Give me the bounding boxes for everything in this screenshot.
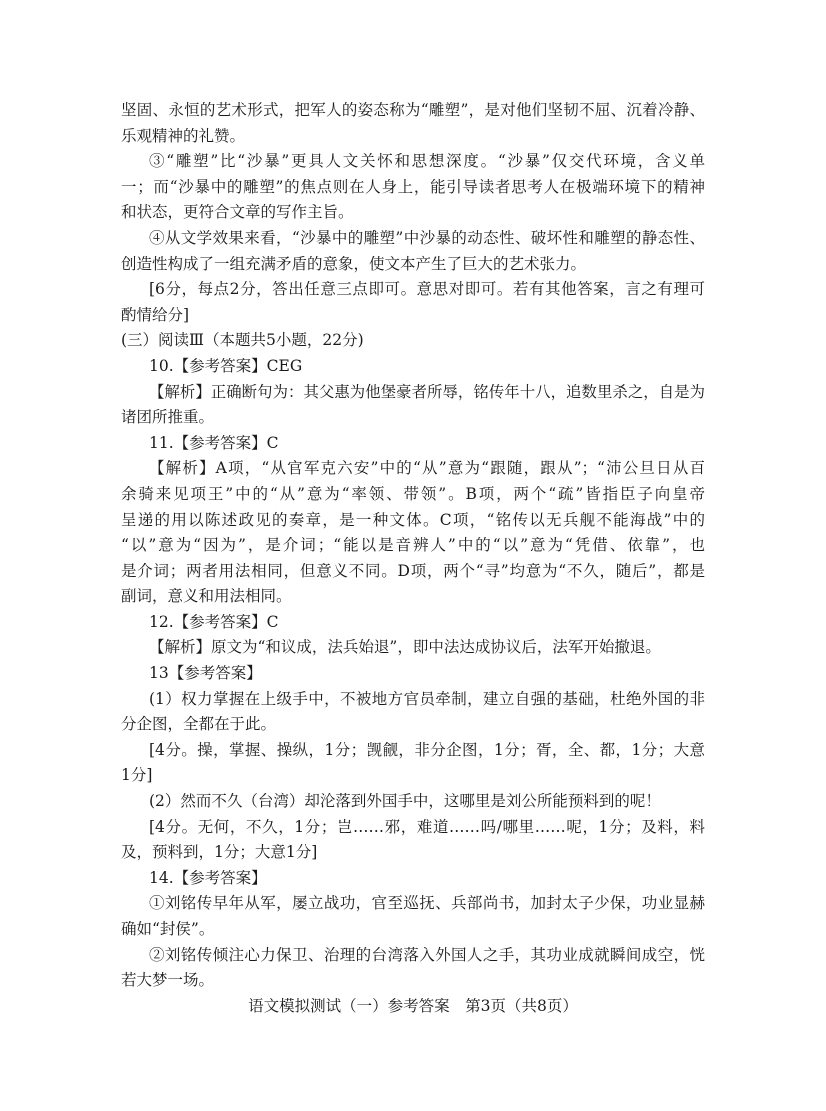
document-body (121, 98, 705, 994)
page-footer: 语文模拟测试（一）参考答案 第3页（共8页） (248, 997, 578, 1015)
analysis-line: 【解析】原文为“和议成，法兵始退”，即中法达成协议后，法军开始撤退。 (149, 638, 661, 657)
analysis-line: “以”意为“因为”，是介词；“能以是音辨人”中的“以”意为“凭借、依靠”，也 (121, 536, 705, 555)
section-heading: (三）阅读Ⅲ（本题共5小题，22分) (121, 331, 364, 350)
text-line: ④从文学效果来看，“沙暴中的雕塑”中沙暴的动态性、破坏性和雕塑的静态性、 (149, 228, 705, 247)
analysis-line: 诸团所推重。 (121, 408, 215, 427)
analysis-line: 余骑来见项王”中的“从”意为“率领、带领”。B项，两个“疏”皆指臣子向皇帝 (121, 484, 705, 503)
scoring-note: [6分，每点2分，答出任意三点即可。意思对即可。若有其他答案，言之有理可 (149, 280, 705, 299)
answer-line: ②刘铭传倾注心力保卫、治理的台湾落入外国人之手，其功业成就瞬间成空，恍 (149, 945, 705, 964)
scoring-note: 酌情给分] (121, 305, 190, 324)
analysis-line: 【解析】A项，“从官军克六安”中的“从”意为“跟随，跟从”；“沛公旦日从百 (149, 459, 705, 478)
answer-heading: 13【参考答案】 (149, 664, 262, 683)
scoring-note: 及，预料到，1分；大意1分] (121, 843, 318, 862)
answer-line: ①刘铭传早年从军，屡立战功，官至巡抚、兵部尚书，加封太子少保，功业显赫 (149, 894, 705, 913)
text-line: 创造性构成了一组充满矛盾的意象，使文本产生了巨大的艺术张力。 (121, 254, 587, 273)
answer-line: (2）然而不久（台湾）却沦落到外国手中，这哪里是刘公所能预料到的呢！ (149, 792, 661, 811)
answer-heading: 11.【参考答案】C (149, 433, 279, 452)
analysis-line: 副词，意义和用法相同。 (121, 587, 292, 606)
text-line: 乐观精神的礼赞。 (121, 126, 246, 145)
scoring-note: [4分。无何，不久，1分；岂……邪，难道……吗/哪里……呢，1分；及料，料 (149, 817, 705, 836)
answer-line: 分企图，全都在于此。 (121, 715, 277, 734)
text-line: 坚固、永恒的艺术形式，把军人的姿态称为“雕塑”，是对他们坚韧不屈、沉着冷静、 (121, 101, 705, 119)
scoring-note: 1分] (121, 766, 153, 785)
scoring-note: [4分。操，掌握、操纵，1分；觊觎，非分企图，1分；胥，全、都，1分；大意 (149, 740, 705, 759)
answer-line: 确如“封侯”。 (121, 920, 215, 938)
answer-heading: 12.【参考答案】C (149, 612, 279, 631)
text-line: 和状态，更符合文章的写作主旨。 (121, 203, 354, 222)
analysis-line: 是介词；两者用法相同，但意义不同。D项，两个“寻”均意为“不久，随后”，都是 (121, 561, 705, 580)
answer-line: 若大梦一场。 (121, 971, 215, 990)
text-line: 一；而“沙暴中的雕塑”的焦点则在人身上，能引导读者思考人在极端环境下的精神 (121, 177, 705, 196)
answer-heading: 14.【参考答案】 (149, 868, 267, 887)
text-line: ③“雕塑”比“沙暴”更具人文关怀和思想深度。“沙暴”仅交代环境，含义单 (149, 152, 705, 171)
answer-heading: 10.【参考答案】CEG (149, 356, 303, 375)
analysis-line: 呈递的用以陈述政见的奏章，是一种文体。C项，“铭传以无兵舰不能海战”中的 (121, 510, 705, 529)
analysis-line: 【解析】正确断句为：其父惠为他堡豪者所辱，铭传年十八，追数里杀之，自是为 (149, 382, 705, 401)
answer-line: (1）权力掌握在上级手中，不被地方官员牵制，建立自强的基础，杜绝外国的非 (149, 689, 705, 708)
